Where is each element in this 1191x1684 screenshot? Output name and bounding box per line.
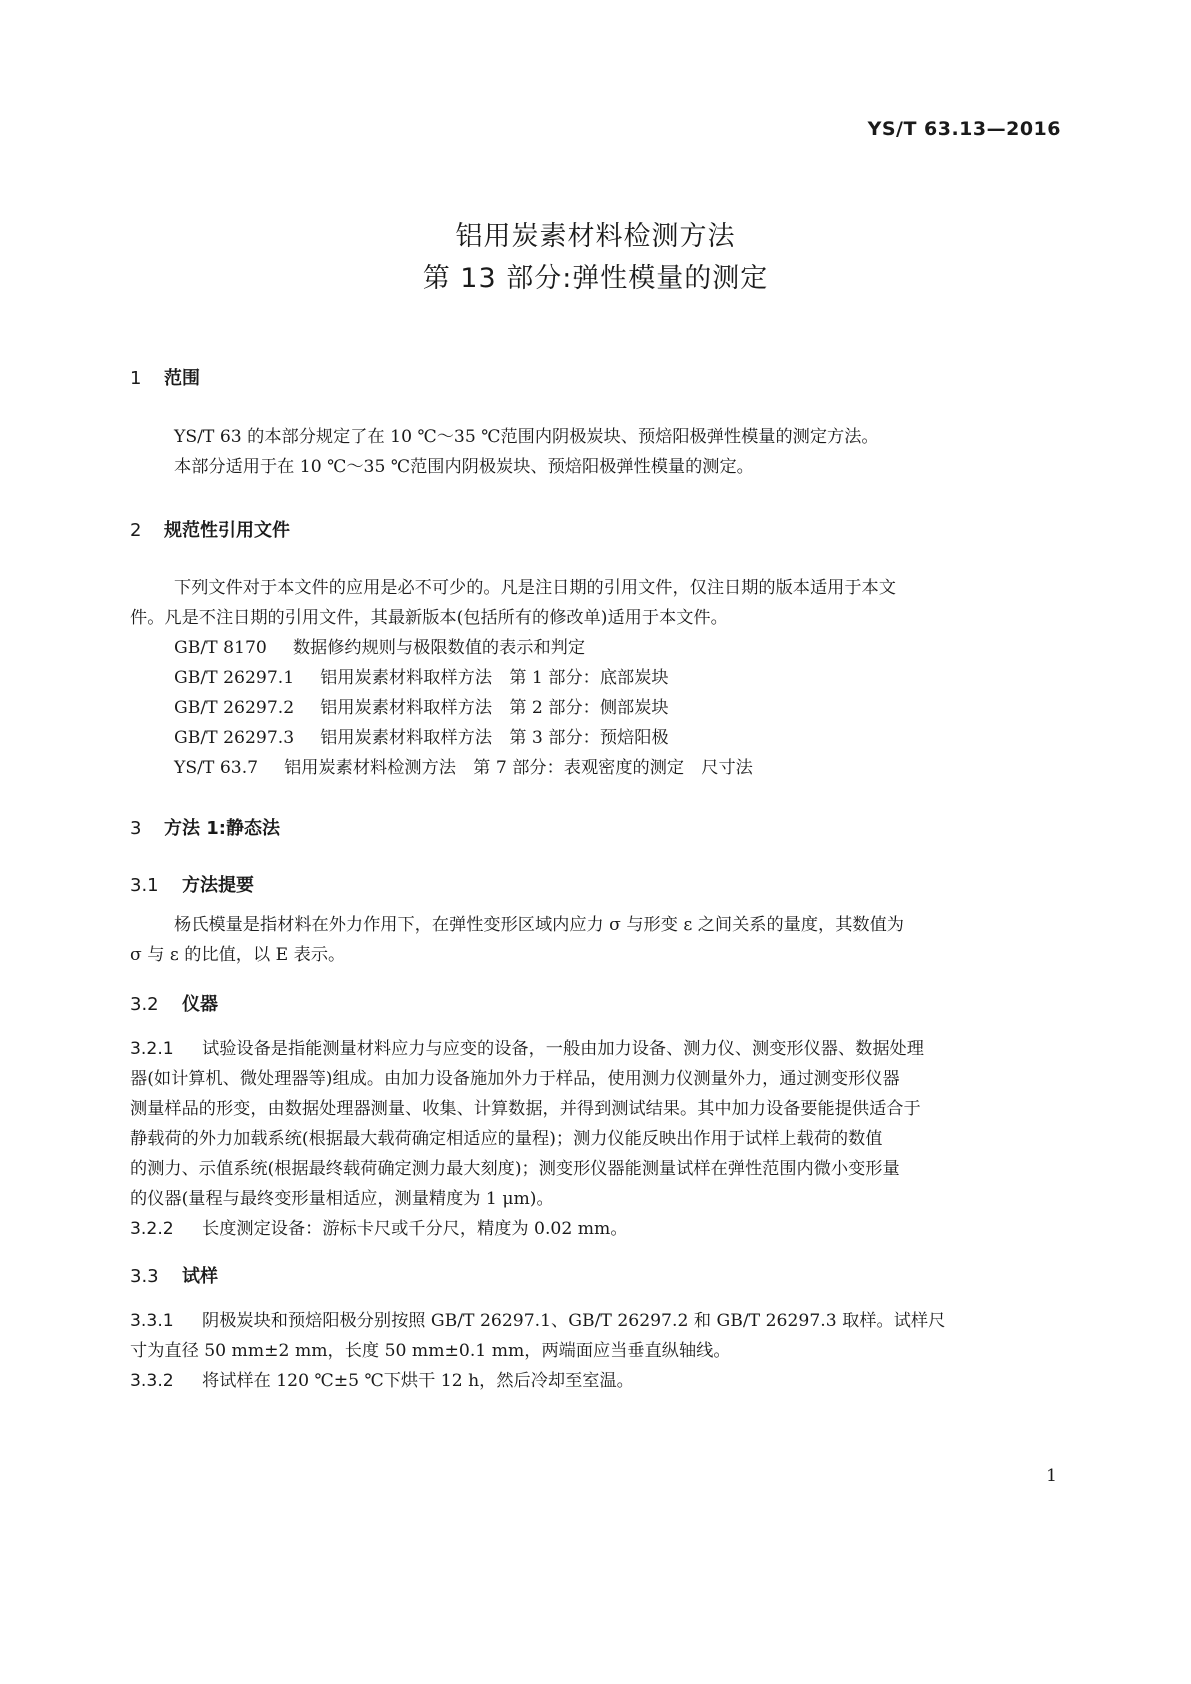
section-3-heading [130,814,280,840]
section-number: 2 [130,520,142,541]
section-number: 3.2 [130,994,159,1015]
paragraph: YS/T 63 的本部分规定了在 10 ℃～35 ℃范围内阴极炭块、预焙阳极弹性模量的测定方法。 [174,427,879,447]
clause-3-3-2 [130,1366,1060,1396]
section-1-heading [130,364,200,390]
reference-title: 铝用炭素材料取样方法 第 2 部分：侧部炭块 [320,698,669,718]
section-title: 规范性引用文件 [164,520,290,541]
reference-title: 数据修约规则与极限数值的表示和判定 [292,638,586,658]
clause-text: 长度测定设备：游标卡尺或千分尺，精度为 0.02 mm。 [202,1219,628,1239]
section-2-heading [130,516,290,542]
clause-3-2-1 [130,1034,1060,1064]
section-3-2-heading [130,990,218,1016]
section-number: 1 [130,368,142,389]
section-number: 3 [130,818,142,839]
paragraph: 寸为直径 50 mm±2 mm，长度 50 mm±0.1 mm，两端面应当垂直纵轴线。 [130,1341,731,1361]
section-number: 3.1 [130,875,159,896]
reference-code: GB/T 8170 [174,638,267,658]
section-3-3-heading [130,1262,218,1288]
reference-item [174,693,669,718]
reference-title: 铝用炭素材料取样方法 第 3 部分：预焙阳极 [320,728,669,748]
paragraph: 的仪器(量程与最终变形量相适应，测量精度为 1 μm)。 [130,1189,554,1209]
reference-item [174,753,753,778]
reference-code: GB/T 26297.2 [174,698,295,718]
clause-text: 阴极炭块和预焙阳极分别按照 GB/T 26297.1、GB/T 26297.2 和 GB/T 26297.3 取样。试样尺 [202,1311,946,1331]
reference-code: GB/T 26297.3 [174,728,295,748]
paragraph: 静载荷的外力加载系统(根据最大载荷确定相适应的量程)；测力仪能反映出作用于试样上载荷的数值 [130,1129,883,1149]
reference-title: 铝用炭素材料检测方法 第 7 部分：表观密度的测定 尺寸法 [284,758,753,778]
clause-number: 3.2.2 [130,1219,174,1239]
document-title-line2: 第 13 部分:弹性模量的测定 [422,263,769,294]
clause-number: 3.2.1 [130,1039,174,1059]
reference-code: GB/T 26297.1 [174,668,295,688]
paragraph: 件。凡是不注日期的引用文件，其最新版本(包括所有的修改单)适用于本文件。 [130,608,728,628]
section-title: 方法提要 [182,875,254,896]
section-title: 试样 [182,1266,218,1287]
clause-number: 3.3.2 [130,1371,174,1391]
paragraph: 杨氏模量是指材料在外力作用下，在弹性变形区域内应力 σ 与形变 ε 之间关系的量度，其数值为 [174,915,904,935]
clause-3-3-1 [130,1306,1060,1336]
paragraph: 下列文件对于本文件的应用是必不可少的。凡是注日期的引用文件，仅注日期的版本适用于本文 [174,578,896,598]
reference-code: YS/T 63.7 [174,758,259,778]
section-title: 方法 1:静态法 [164,818,280,839]
section-title: 范围 [164,368,200,389]
reference-item [174,633,585,658]
paragraph: 测量样品的形变，由数据处理器测量、收集、计算数据，并得到测试结果。其中加力设备要能提供适合于 [130,1099,921,1119]
reference-title: 铝用炭素材料取样方法 第 1 部分：底部炭块 [320,668,669,688]
section-title: 仪器 [182,994,218,1015]
paragraph: σ 与 ε 的比值，以 E 表示。 [130,945,346,965]
clause-text: 试验设备是指能测量材料应力与应变的设备，一般由加力设备、测力仪、测变形仪器、数据处理 [202,1039,924,1059]
clause-3-2-2 [130,1214,1060,1244]
clause-number: 3.3.1 [130,1311,174,1331]
section-3-1-heading [130,871,254,897]
page-number: 1 [1046,1466,1057,1486]
clause-text: 将试样在 120 ℃±5 ℃下烘干 12 h，然后冷却至室温。 [202,1371,634,1391]
reference-item [174,723,669,748]
reference-item [174,663,669,688]
paragraph: 的测力、示值系统(根据最终载荷确定测力最大刻度)；测变形仪器能测量试样在弹性范围内微小变形量 [130,1159,900,1179]
document-title-line1: 铝用炭素材料检测方法 [455,221,736,252]
paragraph: 本部分适用于在 10 ℃～35 ℃范围内阴极炭块、预焙阳极弹性模量的测定。 [174,457,754,477]
standard-id: YS/T 63.13—2016 [867,118,1061,140]
section-number: 3.3 [130,1266,159,1287]
paragraph: 器(如计算机、微处理器等)组成。由加力设备施加外力于样品，使用测力仪测量外力，通过测变形仪器 [130,1069,900,1089]
